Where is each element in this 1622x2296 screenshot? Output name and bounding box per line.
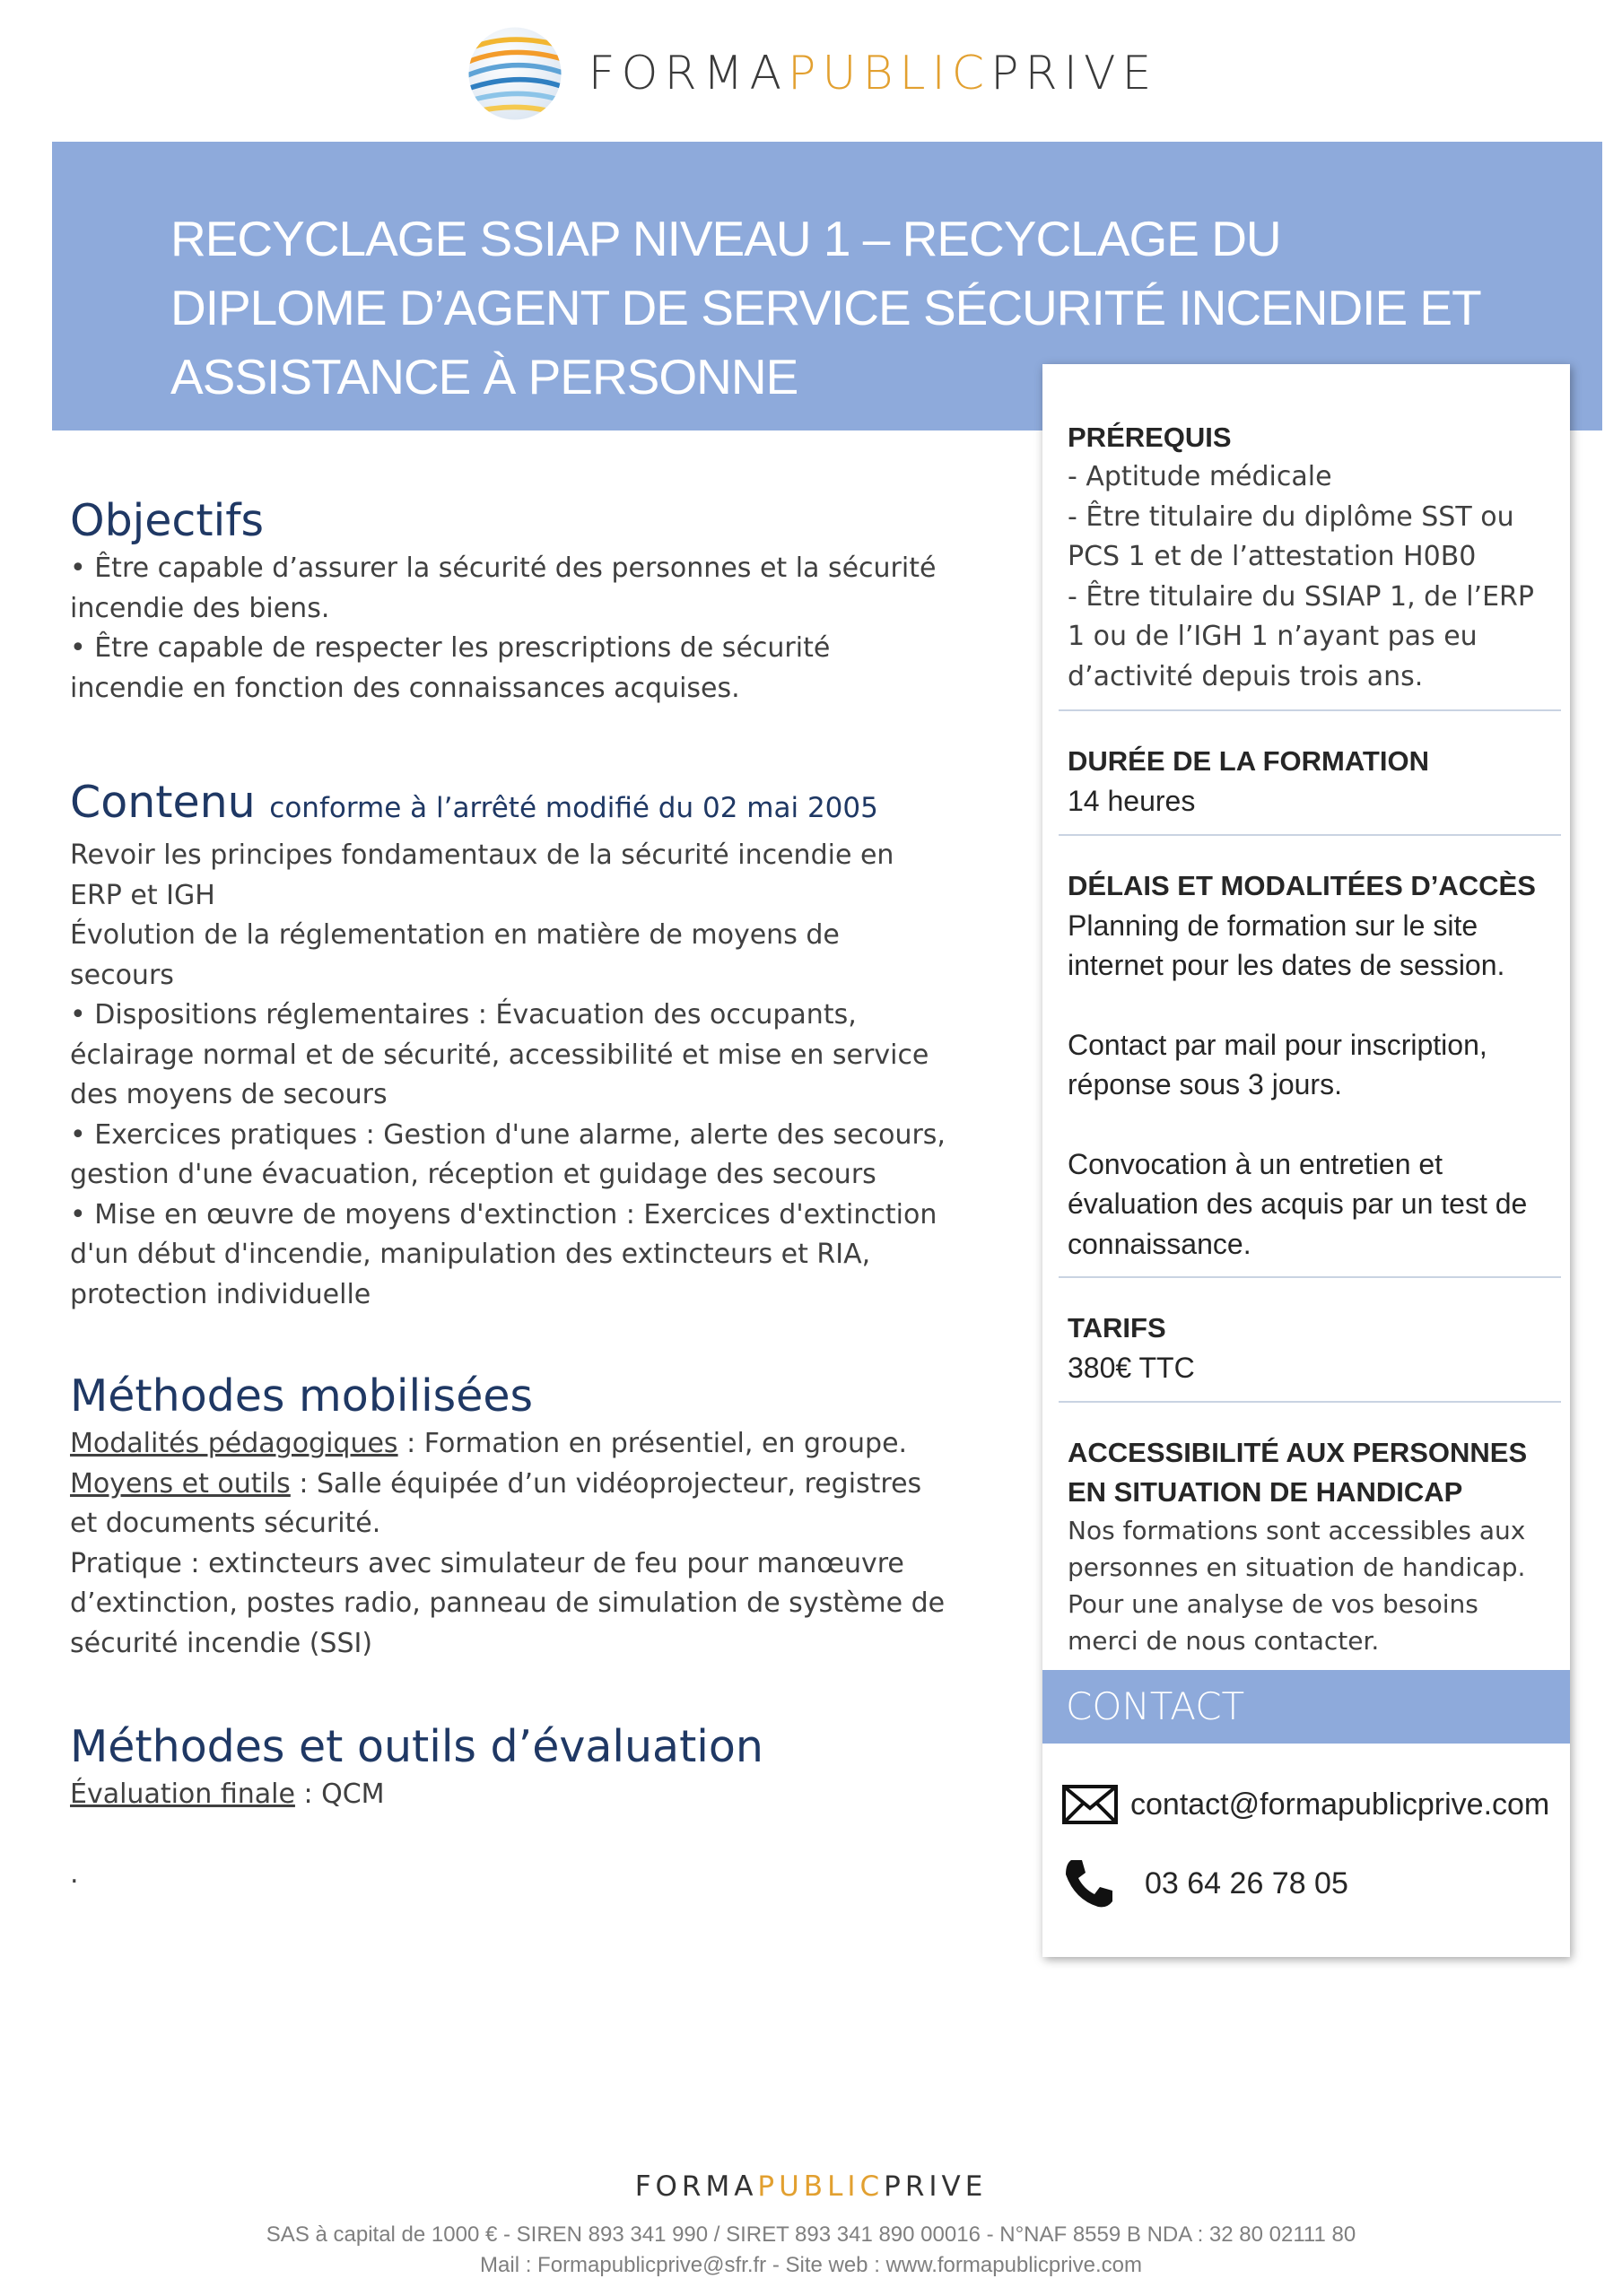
contenu-item: • Mise en œuvre de moyens d'extinction : Exercices d'extinction d'un début d'incendie, manipulation des extincteurs et RIA, protection individuelle [70,1198,937,1310]
divider [1059,1401,1561,1403]
prerequis-heading: PRÉREQUIS [1068,422,1232,453]
objectif-item: • Être capable d’assurer la sécurité des personnes et la sécurité incendie des biens. [70,552,937,624]
contenu-item: • Dispositions réglementaires : Évacuation des occupants, éclairage normal et de sécurité, accessibilité et mise en service des moyens de secours [70,999,929,1110]
tarifs-heading: TARIFS [1068,1312,1166,1344]
page-title: RECYCLAGE SSIAP NIVEAU 1 – RECYCLAGE DU DIPLOME D’AGENT DE SERVICE SÉCURITÉ INCENDIE ET ASSISTANCE À PERSONNE [170,211,1480,404]
evaluation-heading: Méthodes et outils d’évaluation [70,1721,763,1772]
moyens-text: : Salle équipée d’un vidéoprojecteur, registres et documents sécurité. [70,1467,922,1539]
footer-legal: SAS à capital de 1000 € - SIREN 893 341 990 / SIRET 893 341 890 00016 - N°NAF 8559 B NDA : 32 80 02111 80 [266,2222,1356,2247]
main-content [70,493,949,1894]
brand-wordmark [589,47,1158,100]
stray-dot: . [70,1857,79,1890]
delais-paragraph: Contact par mail pour inscription, réponse sous 3 jours. [1068,1028,1487,1100]
divider [1059,1276,1561,1278]
brand-part-prive: PRIVE [990,47,1158,100]
brand-part-forma: FORMA [588,47,789,100]
phone-icon [1062,1857,1118,1910]
contenu-item: Revoir les principes fondamentaux de la sécurité incendie en ERP et IGH [70,839,894,911]
objectifs-heading: Objectifs [70,495,264,546]
contenu-title: Contenu [70,777,256,828]
delais-heading: DÉLAIS ET MODALITÉES D’ACCÈS [1068,869,1536,901]
contenu-heading [70,775,949,836]
divider [1059,834,1561,836]
delais-paragraph: Planning de formation sur le site internet pour les dates de session. [1068,909,1505,981]
header-logo [0,20,1622,127]
phone-row [1062,1857,1348,1910]
contenu-item: Évolution de la réglementation en matière de moyens de secours [70,919,840,991]
contenu-item: • Exercices pratiques : Gestion d'une alarme, alerte des secours, gestion d'une évacuation, réception et guidage des secours [70,1118,946,1190]
pratique-paragraph: Pratique : extincteurs avec simulateur de feu pour manœuvre d’extinction, postes radio, panneau de simulation de système de sécurité incendie (SSI) [70,1547,946,1659]
prerequis-item: - Aptitude médicale [1068,461,1332,492]
email-row [1062,1785,1549,1824]
envelope-icon [1062,1785,1118,1824]
contact-heading: CONTACT [1066,1684,1245,1728]
delais-paragraph: Convocation à un entretien et évaluation des acquis par un test de connaissance. [1068,1147,1528,1260]
brand-part-public: PUBLIC [788,47,991,100]
modalites-paragraph [70,1424,949,1465]
prerequis-item: - Être titulaire du diplôme SST ou PCS 1 et de l’attestation H0B0 [1068,500,1514,572]
prerequis-item: - Être titulaire du SSIAP 1, de l’ERP 1 ou de l’IGH 1 n’ayant pas eu d’activité depuis trois ans. [1068,580,1534,692]
divider [1059,709,1561,711]
accessibilite-heading: ACCESSIBILITÉ AUX PERSONNES EN SITUATION DE HANDICAP [1068,1436,1528,1508]
contact-email[interactable]: contact@formapublicprive.com [1130,1787,1550,1822]
footer-brand-forma: FORMA [634,2170,758,2203]
modalites-label: Modalités pédagogiques [70,1428,398,1459]
footer-brand-public: PUBLIC [757,2170,885,2203]
moyens-paragraph [70,1465,949,1544]
footer-logo [0,2170,1622,2203]
moyens-label: Moyens et outils [70,1467,291,1500]
duree-heading: DURÉE DE LA FORMATION [1068,745,1429,777]
footer-brand-prive: PRIVE [884,2170,988,2203]
globe-logo-icon [465,23,565,124]
footer-contact: Mail : Formapublicprive@sfr.fr - Site web : www.formapublicprive.com [480,2253,1142,2277]
methodes-heading: Méthodes mobilisées [70,1370,534,1422]
evaluation-label: Évaluation finale [70,1779,295,1810]
duree-value: 14 heures [1068,785,1196,817]
objectif-item: • Être capable de respecter les prescriptions de sécurité incendie en fonction des connaissances acquises. [70,632,831,704]
modalites-text: : Formation en présentiel, en groupe. [397,1428,908,1459]
tarifs-value: 380€ TTC [1068,1352,1195,1384]
accessibilite-text: Nos formations sont accessibles aux personnes en situation de handicap. Pour une analyse de vos besoins merci de nous contacter. [1068,1515,1526,1656]
contact-phone[interactable]: 03 64 26 78 05 [1145,1866,1348,1900]
evaluation-text: : QCM [294,1779,385,1810]
contenu-subheading: conforme à l’arrêté modifié du 02 mai 2005 [269,792,878,824]
evaluation-paragraph [70,1775,949,1815]
